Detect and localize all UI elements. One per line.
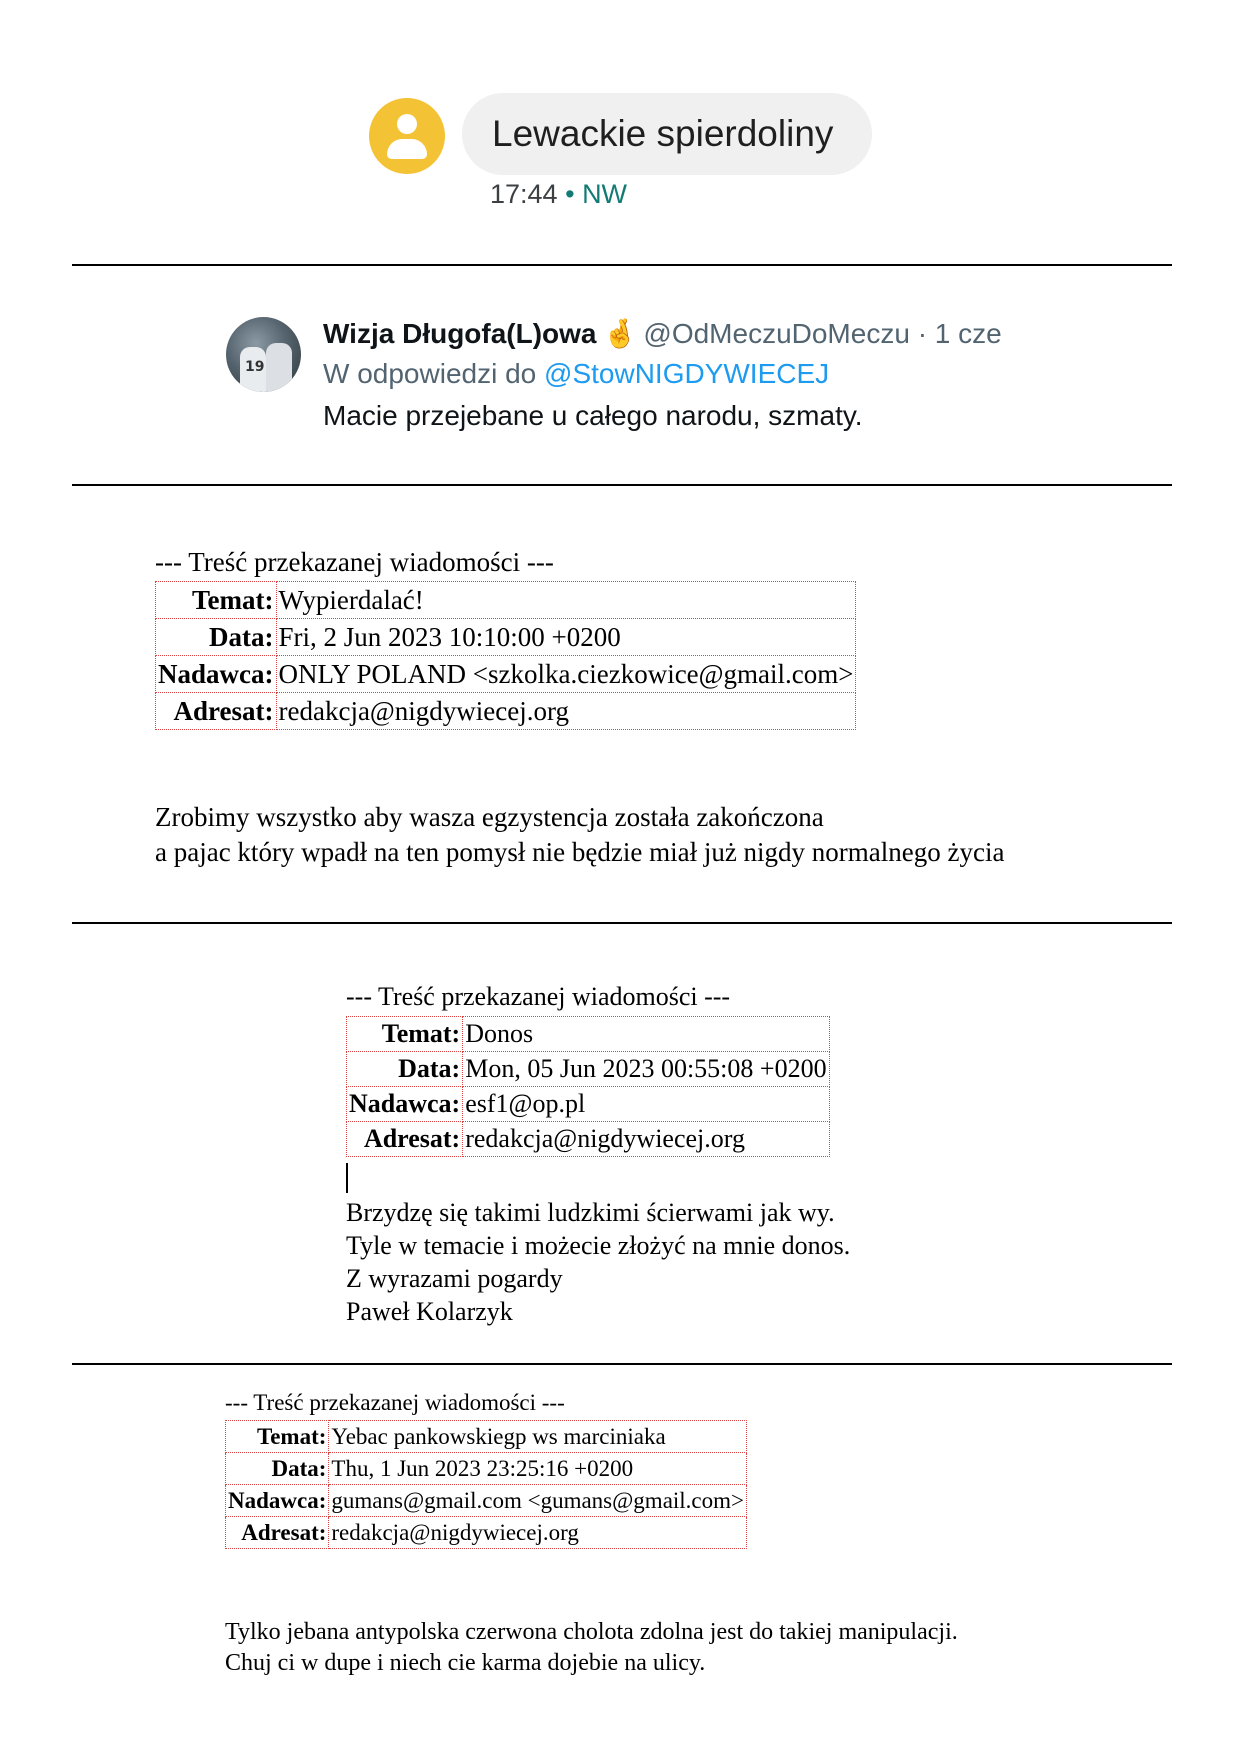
email-header-value: ONLY POLAND <szkolka.ciezkowice@gmail.com> (276, 656, 856, 693)
crossed-fingers-icon: 🤞 (602, 318, 638, 349)
chat-message-text: Lewackie spierdoliny (492, 113, 834, 154)
email-header-row (156, 582, 856, 619)
email-header-value: gumans@gmail.com <gumans@gmail.com> (329, 1485, 747, 1517)
tweet-avatar[interactable] (226, 317, 301, 392)
email-2-body (346, 1196, 850, 1328)
email-header-key: Data: (226, 1453, 329, 1485)
email-header-value: redakcja@nigdywiecej.org (329, 1517, 747, 1549)
email-1-forward-header: --- Treść przekazanej wiadomości --- (155, 547, 554, 577)
email-header-value: Thu, 1 Jun 2023 23:25:16 +0200 (329, 1453, 747, 1485)
email-body-line: Zrobimy wszystko aby wasza egzystencja została zakończona (155, 802, 824, 832)
text-cursor (346, 1163, 348, 1193)
email-header-key: Temat: (347, 1017, 463, 1052)
email-header-value: esf1@op.pl (463, 1087, 829, 1122)
email-header-row (226, 1517, 747, 1549)
tweet-reply-prefix: W odpowiedzi do (323, 358, 537, 389)
email-header-row (347, 1052, 830, 1087)
email-header-key: Temat: (226, 1421, 329, 1453)
person-icon-head (397, 114, 417, 134)
email-header-key: Adresat: (347, 1122, 463, 1157)
email-3-forward-header: --- Treść przekazanej wiadomości --- (225, 1390, 565, 1415)
email-header-key: Data: (347, 1052, 463, 1087)
email-1-header-table (155, 581, 856, 730)
email-header-row (347, 1017, 830, 1052)
email-body-line: Tylko jebana antypolska czerwona cholota zdolna jest do takiej manipulacji. (225, 1619, 958, 1645)
email-2-header-table (346, 1016, 830, 1157)
chat-message-meta (490, 179, 627, 210)
email-3-header-table (225, 1420, 747, 1549)
email-body-line: Brzydzę się takimi ludzkimi ścierwami jak wy. (346, 1198, 835, 1227)
email-header-row (226, 1453, 747, 1485)
person-icon-body (387, 139, 427, 159)
avatar-photo-detail: 19 (245, 359, 265, 375)
email-header-value: redakcja@nigdywiecej.org (276, 693, 856, 730)
email-1-body (155, 800, 1004, 870)
chat-status: NW (582, 179, 628, 209)
divider-1 (72, 264, 1172, 266)
email-header-value: Yebac pankowskiegp ws marciniaka (329, 1421, 747, 1453)
email-header-key: Data: (156, 619, 277, 656)
chat-meta-separator: • (565, 179, 575, 209)
chat-message-bubble[interactable] (462, 93, 872, 175)
chat-time: 17:44 (490, 179, 558, 209)
email-header-row (226, 1485, 747, 1517)
email-2-forward-header: --- Treść przekazanej wiadomości --- (346, 982, 731, 1011)
email-header-row (156, 619, 856, 656)
tweet-reply-context (323, 358, 829, 390)
email-header-row (156, 693, 856, 730)
email-header-value: Mon, 05 Jun 2023 00:55:08 +0200 (463, 1052, 829, 1087)
email-body-line: Z wyrazami pogardy (346, 1264, 563, 1293)
tweet-display-name[interactable]: Wizja Długofa(L)owa (323, 318, 597, 349)
email-header-key: Nadawca: (156, 656, 277, 693)
tweet-author-line (323, 317, 1002, 350)
email-3-body (225, 1617, 958, 1679)
email-header-key: Adresat: (226, 1517, 329, 1549)
email-header-key: Nadawca: (226, 1485, 329, 1517)
email-body-line: a pajac który wpadł na ten pomysł nie będzie miał już nigdy normalnego życia (155, 837, 1005, 867)
chat-avatar[interactable] (369, 98, 445, 174)
email-header-value: redakcja@nigdywiecej.org (463, 1122, 829, 1157)
avatar-photo-figure (266, 343, 292, 392)
email-body-line: Paweł Kolarzyk (346, 1297, 513, 1326)
tweet-reply-mention[interactable]: @StowNIGDYWIECEJ (544, 358, 830, 389)
email-header-row (347, 1122, 830, 1157)
email-body-line: Chuj ci w dupe i niech cie karma dojebie na ulicy. (225, 1650, 706, 1676)
email-header-key: Adresat: (156, 693, 277, 730)
email-header-value: Wypierdalać! (276, 582, 856, 619)
email-header-key: Nadawca: (347, 1087, 463, 1122)
divider-3 (72, 922, 1172, 924)
email-header-row (156, 656, 856, 693)
email-header-key: Temat: (156, 582, 277, 619)
tweet-text: Macie przejebane u całego narodu, szmaty. (323, 400, 863, 431)
email-header-value: Donos (463, 1017, 829, 1052)
email-body-line: Tyle w temacie i możecie złożyć na mnie donos. (346, 1231, 851, 1260)
tweet-age[interactable]: 1 cze (934, 318, 1002, 349)
tweet-handle[interactable]: @OdMeczuDoMeczu (643, 318, 910, 349)
email-header-value: Fri, 2 Jun 2023 10:10:00 +0200 (276, 619, 856, 656)
divider-4 (72, 1363, 1172, 1365)
tweet-separator: · (917, 318, 928, 349)
email-header-row (226, 1421, 747, 1453)
email-header-row (347, 1087, 830, 1122)
divider-2 (72, 484, 1172, 486)
